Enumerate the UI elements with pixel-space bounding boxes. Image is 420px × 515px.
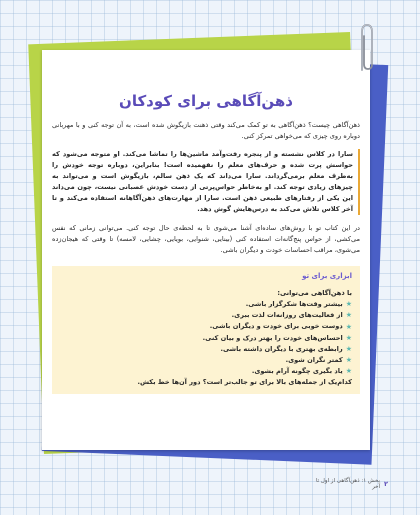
star-icon: ★ <box>345 344 352 353</box>
body-paragraph: در این کتاب تو با روش‌های ساده‌ای آشنا می‌شوی تا به لحظه‌ی حال توجه کنی. می‌توانی زمانی که نفس می‌کشی، از حواس پنج‌گانه‌ات استفاده کنی (بینایی، شنوایی، بویایی، چشایی، لامسه) تا وقتی که هیجان‌زده می‌شوی، مراقب احساسات خودت و دیگران باشی. <box>52 224 360 254</box>
list-item: ★ بیشتر وقت‌ها شکرگزار باشی. <box>245 300 352 309</box>
page-title: ذهن‌آگاهی برای کودکان <box>119 92 293 110</box>
paperclip-icon <box>354 22 376 74</box>
star-icon: ★ <box>345 333 352 342</box>
list-item: ★ کمتر نگران شوی. <box>285 356 352 365</box>
star-icon: ★ <box>345 322 352 331</box>
tools-box <box>52 266 360 394</box>
section-label: بخش ۱: ذهن‌آگاهی از اول تا آخر <box>315 478 381 490</box>
list-item: ★ از فعالیت‌های روزانه‌ات لذت ببری. <box>231 311 352 320</box>
star-icon: ★ <box>345 356 352 365</box>
star-icon: ★ <box>345 300 352 309</box>
content-card <box>42 50 370 450</box>
tools-list <box>60 299 352 377</box>
list-item: ★ یاد بگیری چگونه آرام بشوی. <box>251 367 352 376</box>
list-item: ★ دوست خوبی برای خودت و دیگران باشی. <box>209 322 352 331</box>
story-quote: سارا در کلاس نشسته و از پنجره رفت‌وآمد ماشین‌ها را تماشا می‌کند. او متوجه می‌شود که حواسش پرت شده و حرف‌های معلم را نفهمیده است! بنابراین، دوباره توجه خودش را به‌طرف معلم برمی‌گرداند. سارا می‌داند که یک ذهن سالم، بازیگوش است و می‌تواند به چیزهای زیادی توجه کند. او به‌خاطر حواس‌پرتی از دست خودش عصبانی نیست، چون می‌داند این یکی از رفتارهای طبیعی ذهن است. سارا از مهارت‌های ذهن‌آگاهانه استفاده می‌کند و تا آخر کلاس تلاش می‌کند به درس‌هایش گوش دهد. <box>52 149 360 215</box>
page-number: ۲ <box>384 480 388 488</box>
list-item: ★ احساس‌های خودت را بهتر درک و بیان کنی. <box>202 333 352 342</box>
star-icon: ★ <box>345 311 352 320</box>
tools-title: ابزاری برای تو <box>302 272 352 280</box>
intro-paragraph: ذهن‌آگاهی چیست؟ ذهن‌آگاهی به تو کمک می‌کند وقتی ذهنت بازیگوش شده است، به آن توجه کنی و با مهربانی دوباره روی چیزی که می‌خواهی تمرکز کنی. <box>52 121 360 140</box>
tools-intro: با ذهن‌آگاهی می‌توانی: <box>277 289 352 297</box>
list-item: ★ رابطه‌ی بهتری با دیگران داشته باشی. <box>220 344 352 353</box>
star-icon: ★ <box>345 367 352 376</box>
tools-question: کدام‌یک از جمله‌های بالا برای تو جالب‌تر است؟ دور آن‌ها خط بکش. <box>137 378 352 387</box>
page-footer <box>308 478 388 490</box>
